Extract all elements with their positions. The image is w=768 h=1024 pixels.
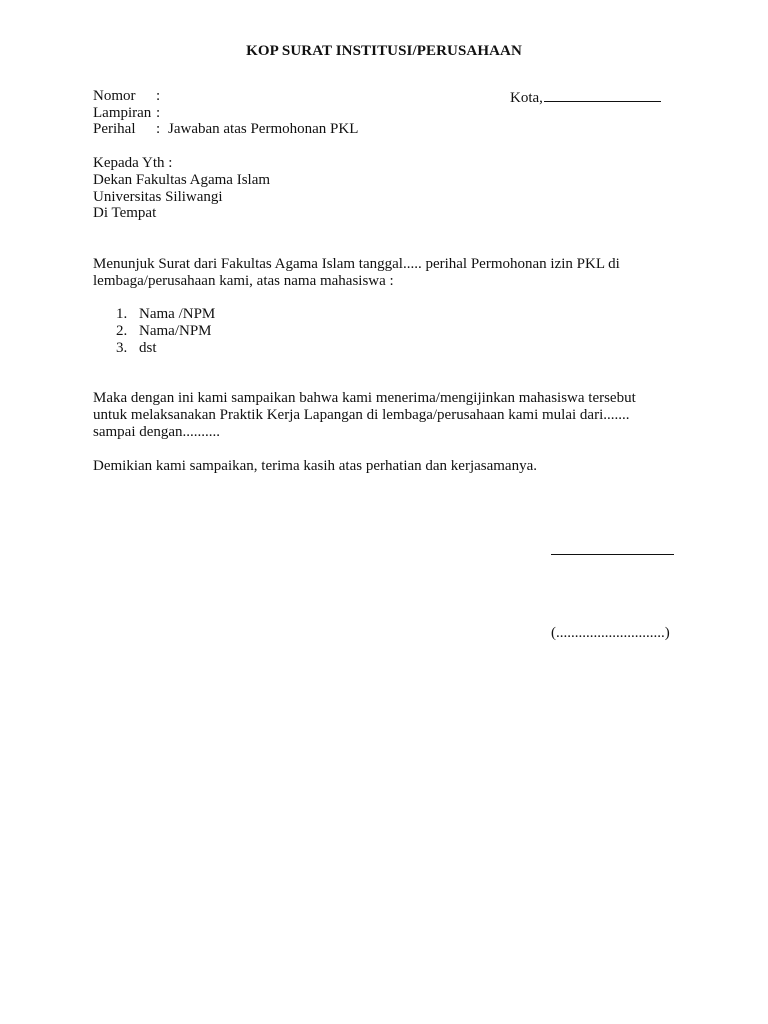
perihal-colon: : [156, 121, 161, 137]
letterhead-title: KOP SURAT INSTITUSI/PERUSAHAAN [246, 43, 522, 59]
paragraph-reference [93, 256, 673, 290]
paragraph-line: Maka dengan ini kami sampaikan bahwa kami menerima/mengijinkan mahasiswa tersebut [93, 390, 636, 406]
recipient-line: Di Tempat [93, 205, 157, 222]
recipient-line: Dekan Fakultas Agama Islam [93, 171, 271, 188]
paragraph-approval [93, 390, 673, 440]
list-number: 2. [116, 322, 128, 339]
lampiran-label: Lampiran [93, 104, 152, 121]
signature-name-placeholder: (.............................) [551, 625, 670, 641]
signature-line [551, 554, 674, 555]
kota-field [510, 88, 661, 107]
paragraph-line: Menunjuk Surat dari Fakultas Agama Islam tanggal..... perihal Permohonan izin PKL di [93, 256, 620, 272]
recipient-line: Universitas Siliwangi [93, 188, 223, 205]
kota-label: Kota, [510, 90, 543, 106]
lampiran-colon: : [156, 104, 161, 121]
paragraph-line: sampai dengan.......... [93, 423, 221, 440]
nomor-label: Nomor [93, 88, 136, 104]
paragraph-line: Demikian kami sampaikan, terima kasih atas perhatian dan kerjasamanya. [93, 458, 538, 474]
paragraph-line: lembaga/perusahaan kami, atas nama mahasiswa : [93, 272, 394, 289]
list-text: Nama/NPM [139, 322, 212, 339]
list-number: 3. [116, 339, 128, 356]
paragraph-line: untuk melaksanakan Praktik Kerja Lapangan di lembaga/perusahaan kami mulai dari....... [93, 406, 630, 423]
perihal-value: Jawaban atas Permohonan PKL [168, 121, 359, 137]
list-text: Nama /NPM [139, 306, 216, 322]
perihal-label: Perihal [93, 121, 136, 137]
kota-blank-line [544, 88, 661, 102]
list-number: 1. [116, 306, 128, 322]
list-text: dst [139, 339, 157, 356]
recipient-line: Kepada Yth : [93, 155, 173, 171]
paragraph-closing [93, 458, 673, 475]
nomor-colon: : [156, 88, 161, 104]
recipient-block [93, 155, 270, 222]
